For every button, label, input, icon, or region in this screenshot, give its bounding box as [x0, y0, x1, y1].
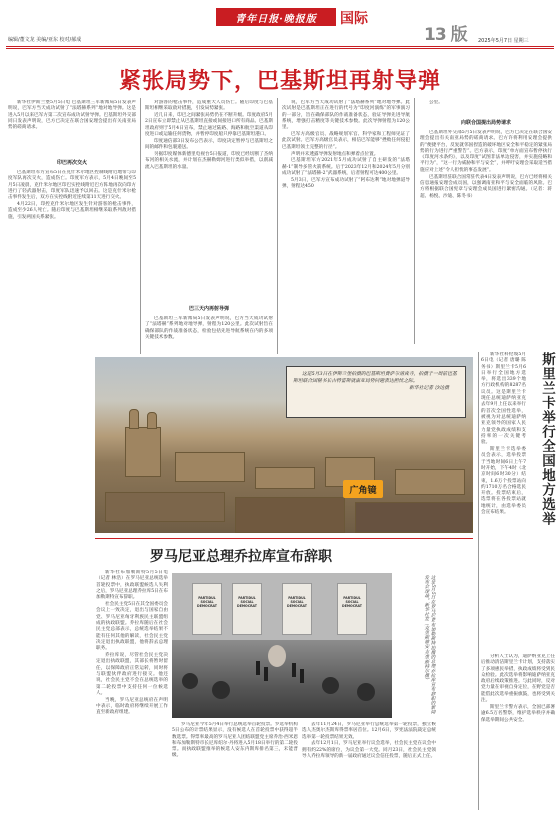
paragraph: 说，巴军方当天成功试射了“法塔赫系列”地对地导弹。此次试射是巴基斯坦正在进行的代号为“印度河演练”的军事演习的一部分，旨在确保部队的作战准备状态，验证导弹先进导航系统，增强打击精度等关键技术参数。此次导弹射程为120公里。	[282, 100, 410, 131]
paragraph: 斯里兰卡选举委员会表示，选举投票于当地时间6日上午7时开始，下午4时（北京时间6时30分）结束，1.6万个投票站向约1710万名合格选民开放。投票结束后，选票将在各投票站就地统计，由选举委员会宣布结果。	[481, 447, 526, 516]
photo-caption-credit: 新华社记者 沙达摄	[409, 386, 449, 391]
photo-caption-box	[286, 366, 466, 418]
article-column-4	[420, 100, 552, 108]
paragraph: 当晚，罗马尼亚总统府在声明中表示，临时政府将继续开展工作直至新政府组建。	[96, 697, 168, 716]
romania-photo-caption: 这是5月5日在罗马尼亚布加勒斯特拍摄的总理乔拉库宣布辞职的新闻发布会现场。新华社发（克里斯蒂安·克里斯特尔摄）	[423, 575, 435, 715]
party-banner: PARTIDUL SOCIAL DEMOCRAT	[232, 583, 262, 635]
party-banner: PARTIDUL SOCIAL DEMOCRAT	[282, 583, 312, 635]
feature-badge: 广角镜	[343, 480, 383, 498]
article-column-2	[145, 100, 273, 304]
header-rule	[6, 46, 554, 47]
paragraph: 巴军方高级官员、战略规划军官、科学家和工程师见证了此次试射。巴军方高级官员表示，相信巴军能够“挫败任何侵犯巴基斯坦领土完整的行径”。	[282, 132, 410, 150]
paragraph: 印度通信部3日发布公告表示，印度决定暂停与巴基斯坦之间的邮件和包裹递送。	[145, 138, 273, 151]
paragraph: 巴基斯坦驻联合国常驻代表4日发表声明说，巴方已经将相关信息通报安理会成员国，以强调南亚和平与安全面临的风险。巴方将根据联合国宪章与安理会成员国进行紧密沟通。（记者：蒋超、杨悦、沙迪、陈冬书）	[420, 174, 552, 199]
section-name: 国际	[340, 11, 368, 27]
party-banner: PARTIDUL SOCIAL DEMOCRAT	[192, 583, 222, 635]
party-banner: PARTIDUL SOCIAL DEMOCRAT	[337, 583, 367, 635]
paragraph: 罗马尼亚今年5月4日举行总统选举首轮投票。罗选举机构5日公布的计票结果显示，没有候选人在首轮投票中获得超半数选票。得票率最高的罗马尼亚人团结联盟党主席乔治·西米恩和布加勒斯特市长尼库绍尔·丹将进入5月18日举行的第二轮投票。而执政联盟推举的候选人安东内斯库排名第三，未能晋级。	[172, 722, 298, 759]
article-column-3	[282, 100, 410, 354]
column-divider	[478, 352, 479, 810]
paragraph: 新华社伊斯兰堡5月5日电 巴基斯坦三军新闻局5日发表声明说，巴军方当天成功试射了“法塔赫系列”地对地导弹。这是进入5月以来巴军方第二次宣布成功试射导弹。巴基斯坦外交部同日发表声明说，巴方已决定在联合国安理会提出有关南亚局势的磋商请求。	[8, 100, 136, 131]
srilanka-headline: 斯里兰卡举行全国地方选举	[539, 352, 555, 526]
column-divider	[140, 98, 141, 354]
subheading-3: 向联合国提出局势请求	[460, 120, 511, 126]
romania-press-photo	[172, 573, 392, 718]
paragraph: 巴基斯坦三军新闻局5日发表声明说，巴方当天成功试射了“法塔赫”系列地对地导弹，射程为120公里。此次试射旨在确保部队的作战准备状态，检验包括先进导航系统在内的多项关键技术参数。	[145, 316, 273, 340]
page-number: 13 版	[424, 25, 467, 45]
paragraph: 巴基斯坦军方2021年5月成功试射了自主研发的“法塔赫-1”制导多管火箭系统。后于2023年12月和2024年5月分别成功试射了“法塔赫-2”武器系统，后者射程可达400公里。	[282, 158, 410, 177]
paragraph: 新华社布加勒斯特5月5日电（记者 林浩）在罗马尼亚总统选举首轮投票中，执政联盟候选人失利之后，罗马尼亚总理乔拉库5日在布加勒斯特宣布辞职。	[96, 570, 168, 601]
paragraph: 近几日来，印巴之间紧张局势仍在不断升级。印度政府5月2日宣布立即禁止从巴基斯坦直接或间接进口所有商品。巴基斯坦政府则于5月4日宣布，禁止通过陆路、海路和航空渠道从印度进口或运输任何货物，并暂停印度船只停靠巴基斯坦港口。	[145, 113, 273, 138]
paragraph: 公里。	[429, 100, 443, 105]
paragraph: 斯里兰卡警方表示，全国已部署逾6.5万名警察，维护选举秩序并确保选举期间公共安全。	[481, 704, 555, 723]
paragraph: 另据印度媒体新德里电视台5日报道，印度已经切断了杰纳布河的相关水流，并计划在杰赫勒姆河进行类似举措，以削减流入巴基斯坦的水量。	[145, 152, 273, 170]
romania-column-1	[96, 570, 168, 810]
paragraph: 乔拉库说，尽管社会民主党决定退出执政联盟，其部长将暂时留任，以保障政府正常运转，同时将与联盟伙伴政府进行接交。他还说，社会民主党不会在总统选举的第二轮投票中支持任何一位候选人。	[96, 653, 168, 696]
article-column-2b	[145, 316, 273, 354]
paragraph: 分析人士认为，迪萨纳亚克上任后推动清洁斯里兰卡计划，支持落实了多项惠民举措，执政成绩将受到民众检验。此次选举将影响迪萨纳亚克政府后续政策推进。与此同时，反对党力量在审视自身定位，在野党是否能借此次选举重振旗鼓，也将受到关注。	[481, 654, 555, 704]
srilanka-body-top	[481, 352, 526, 652]
paragraph: 去年11月24日，罗马尼亚举行总统选举第一轮投票，独立候选人杰奥尔杰斯库得票率居首位。12月6日，罗宪法法院裁定总统选举第一轮投票结果无效。	[302, 722, 436, 740]
staff-credits: 编辑/董文龙 美编/亚东 校对/郝成	[8, 37, 82, 43]
paragraph: 社会民主党5日在其全国委员会会议上一致决定，退出与国家自由党、罗马尼亚匈牙利族民主联盟组成的执政联盟。乔拉库随后在社会民主党总部表示，总统选举结果不能有任何其他的解读，社会民主党决定退出执政联盟，他将辞去总理职务。	[96, 602, 168, 652]
article-column-4b	[420, 130, 552, 340]
paragraph: 去年12月1日，罗马尼亚举行议会选举，社会民主党在议会中拥有约22%的席位，为议会第一大党。同月23日，社会民主党领导人乔拉库领导的新一届政府通过议会信任投票，随后正式上任。	[302, 741, 436, 760]
photo-caption-text: 这是5月3日在伊斯兰堡拍摄的巴基斯坦费萨尔清真寺，拍摄于一周前巴基斯坦联合国秘书长古特雷斯就南亚局势问题表达担忧之际。	[293, 372, 457, 384]
srilanka-body-bottom	[481, 654, 555, 810]
newspaper-masthead: 青年日报·晚报版	[216, 8, 336, 26]
paragraph: 新华社科伦坡5月6日电（记者 唐璐 陈务书）斯里兰卡5月6日举行全国地方选举，将选出339个地方行政机构的8287名议员。这是斯里兰卡现任总统迪萨纳亚克去年9月上任以来举行的首次全国性选举，被视为对总统迪萨纳亚克领导的国家人民力量党执政成绩和支持率的一次关键考验。	[481, 352, 526, 446]
section-rule	[95, 538, 473, 539]
subheading-2: 巴三天内再射导弹	[188, 306, 229, 312]
paragraph: 巴基斯坦外交部5月5日发表声明说，巴方已决定在联合国安理会提出有关南亚局势的磋商请求。巴方许将利用安理会提供的“便捷平台，反复就邻国捏造的破坏地区安全和平稳定的紧张局势的行为进行严重警告”。巴方表示，印度“单方面宣布暂停执行《印度河水条约》，以及印度”试图非法单边侵害，并实施侵略和平行为”，“这一行为威胁和平与安全”，并呼吁安理会采取适当措施应对上述“令人担忧的事态发展”。	[420, 130, 552, 173]
paragraph: 声明并未透露导弹发射地点和弹着点位置。	[291, 151, 379, 157]
column-divider	[277, 98, 278, 354]
romania-column-3	[302, 722, 436, 810]
header-rule-thin	[6, 48, 554, 49]
paragraph: 5月3日，巴军方宣布成功试射了“阿布达利”地对地弹道导弹，射程达450	[282, 177, 410, 190]
article-column-1	[8, 100, 136, 158]
paragraph: 4月22日，印控克什米尔地区发生针对游客的枪击事件，造成至少26人死亡。随后印度与巴基斯坦相继采取系列敌对措施，引发两国关系紧张。	[8, 202, 136, 220]
column-divider	[414, 98, 415, 344]
paragraph: 巴基斯坦军方宣布5日在克什米尔地区控制线附近地带与印度军队再次交火，造成伤亡。印度军方表示，5月4日晚间至5月5日凌晨，克什米尔地区印巴实控线附近巴方阵地再次向印方进行了轻武器射击，印度军队迅速予以回击。这是克什米尔枪击事件发生后，双方在实控线附近连续第11天进行交火。	[8, 170, 136, 201]
romania-headline: 罗马尼亚总理乔拉库宣布辞职	[150, 549, 332, 565]
publish-date: 2025年5月7日 星期三	[478, 38, 529, 44]
article-column-1b	[8, 170, 136, 352]
paragraph: 对游客的枪击事件，造成重大人员伤亡。随后印度与巴基斯坦相继采取敌对措施，引发局势紧张。	[145, 100, 273, 112]
main-headline: 紧张局势下，巴基斯坦再射导弹	[118, 69, 441, 94]
romania-column-2	[172, 722, 298, 810]
subheading-1: 印巴再次交火	[56, 160, 87, 166]
